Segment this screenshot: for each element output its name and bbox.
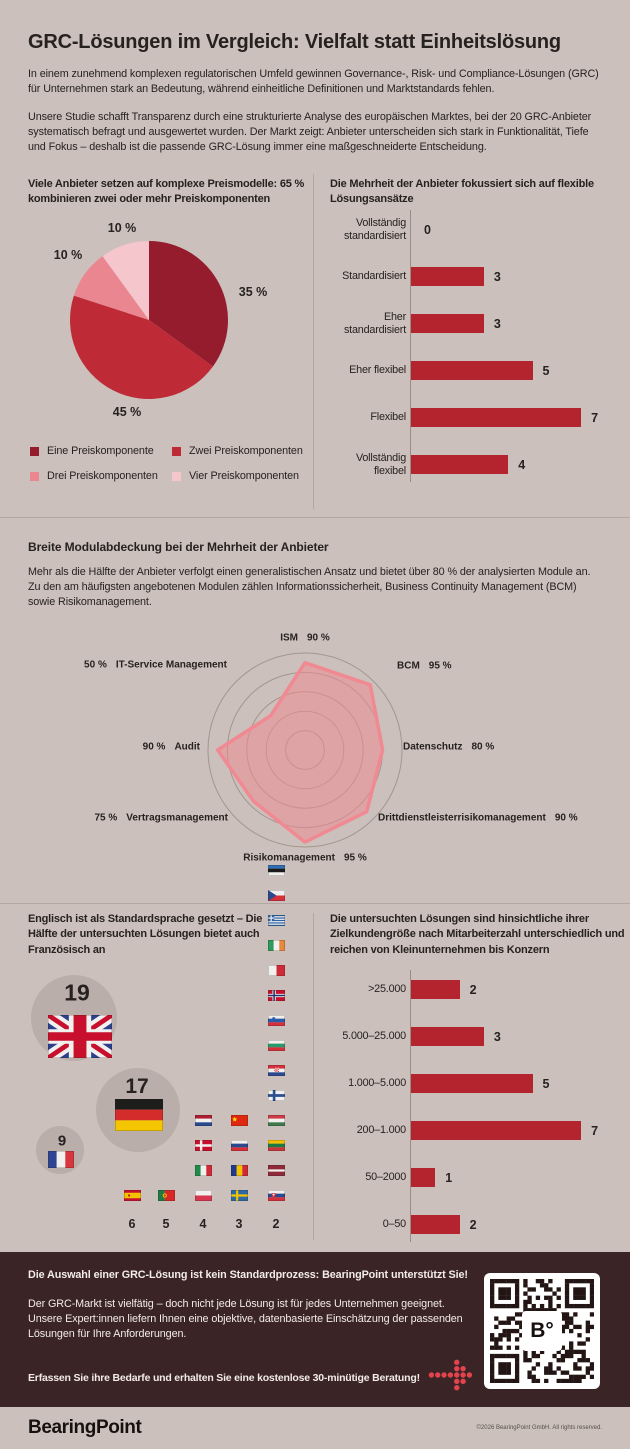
dotted-arrow-svg [428,1356,476,1394]
radar-category-label: Drittdienstleisterrisikomanagement [378,812,546,824]
bar-value: 1 [445,1170,453,1185]
legend-swatch [172,447,181,456]
languages-chart [0,903,313,1252]
flag-column-3 [231,1113,248,1206]
horizontal-divider [0,517,630,518]
language-flag-holder [48,1151,74,1173]
bar-row [330,1201,630,1248]
pie-slice-label: 35 % [238,285,268,299]
flag-holder [268,1163,285,1181]
radar-axis-label [143,742,200,753]
radar-value-label: 95 % [428,660,452,672]
legend-swatch [30,447,39,456]
flag-holder [268,1113,285,1131]
flexibility-title: Die Mehrheit der Anbieter fokussiert sich auf flexible Lösungsansätze [330,178,594,206]
flag-pl-icon [195,1190,212,1201]
flag-cz-icon [268,890,285,901]
cta-banner [0,1252,630,1407]
radar-axis-label [280,633,330,644]
radar-value-label: 50 % [84,659,107,671]
flag-dk-icon [195,1140,212,1151]
bar-label: 50–2000 [365,1171,406,1184]
bar-row [330,347,630,394]
copyright-text: ©2026 BearingPoint GmbH. All rights reserved. [476,1425,602,1431]
flag-si-icon [268,1015,285,1026]
flag-se-icon [231,1190,248,1201]
flag-holder [268,913,285,931]
flag-es-icon [124,1190,141,1201]
flag-ru-icon [231,1140,248,1151]
bar-row [330,206,630,253]
bar [411,1121,581,1140]
language-count: 9 [57,1132,67,1150]
bar-row [330,394,630,441]
flag-holder [195,1163,212,1181]
intro-paragraph-2: Unsere Studie schafft Transparenz durch eine strukturierte Analyse des europäischen Marktes, bei der 20 GRC-Anbieter systematisch befragt und ausgewertet wurden. Der Markt zeigt: Anbieter unterscheiden sich stark in Funktionalität, Tiefe und Fokus – deshalb ist die passende GRC-Lösung immer eine maßgeschneiderte Entscheidung. [28,110,592,153]
bar [411,1074,533,1093]
radar-value-label: 90 % [554,812,578,824]
pricing-title: Viele Anbieter setzen auf komplexe Preismodelle: 65 % kombinieren zwei oder mehr Preiskomponenten [28,178,305,206]
modules-heading: Breite Modulabdeckung bei der Mehrheit der Anbieter [28,540,329,554]
bar-label: 200–1.000 [356,1124,406,1137]
radar-category-label: Risikomanagement [243,852,335,864]
pricing-pie-chart [0,215,313,440]
bar [411,1027,484,1046]
bar [411,267,484,286]
modules-paragraph: Mehr als die Hälfte der Anbieter verfolgt einen generalistischen Ansatz und bietet über 80 % der analysierten Module an. Zu den am häufigsten angebotenen Modulen zählen Informationssicherheit, Business Continuity Management (BCM) sowie Risikomanagement. [28,566,591,609]
languages-section [0,903,313,1252]
flag-cn-icon [231,1115,248,1126]
bar [411,408,581,427]
module-radar-chart [0,625,630,897]
legend-label: Eine Preiskomponente [47,445,154,457]
flag-it-icon [195,1165,212,1176]
flag-holder [268,938,285,956]
flag-no-icon [268,990,285,1001]
radar-value-label: 80 % [471,741,495,753]
flag-ee-icon [268,865,285,876]
flag-count-label: 5 [162,1217,170,1231]
bar-label: Vollständig standardisiert [343,217,406,242]
flag-de-icon [115,1099,163,1131]
header-section [28,31,604,154]
bar-value: 0 [424,222,431,237]
legend-item [172,445,303,457]
bar-value: 4 [518,457,526,472]
radar-category-label: Audit [174,741,200,753]
radar-value-label: 90 % [142,741,166,753]
bar-value: 2 [469,982,477,997]
bar-value: 7 [591,1123,599,1138]
modules-section [28,540,604,610]
radar-value-label: 95 % [343,852,367,864]
flag-bg-icon [268,1040,285,1051]
bar-label: Eher standardisiert [343,311,406,336]
bar [411,361,533,380]
company-size-bar-chart [330,966,630,1248]
legend-swatch [30,472,39,481]
pie-slice-label: 10 % [53,248,83,262]
bar-row [330,1154,630,1201]
legend-item [30,445,172,457]
languages-title: Englisch ist als Standardsprache gesetzt – Die Hälfte der untersuchten Lösungen bietet auch Französisch an [28,913,263,956]
bar-chart-axis [410,970,411,1242]
flag-lv-icon [268,1165,285,1176]
bar-value: 5 [542,363,550,378]
cta-headline: Die Auswahl einer GRC-Lösung ist kein Standardprozess: BearingPoint unterstützt Sie! [28,1269,468,1281]
flag-holder [268,1188,285,1206]
flag-holder [231,1163,248,1181]
bar-label: 0–50 [382,1218,406,1231]
flag-mt-icon [268,965,285,976]
bar-label: Vollständig flexibel [355,452,406,477]
cta-action-row [28,1356,480,1399]
flag-gr-icon [268,915,285,926]
bar-chart-axis [410,210,411,482]
bearingpoint-logo: BearingPoint [28,1417,142,1438]
radar-category-label: Vertragsmanagement [126,812,228,824]
bar-label: 1.000–5.000 [348,1077,406,1090]
flag-gb-icon [48,1015,112,1058]
flag-holder [231,1188,248,1206]
radar-category-label: IT-Service Management [115,659,227,671]
cta-action-text: Erfassen Sie ihre Bedarfe und erhalten Sie eine kostenlose 30-minütige Beratung! [28,1371,420,1384]
bar-row [330,1107,630,1154]
pie-slice-label: 10 % [107,221,137,235]
legend-label: Drei Preiskomponenten [47,470,158,482]
qr-code [484,1273,600,1389]
flexibility-bar-chart [330,206,630,488]
bar-row [330,966,630,1013]
flag-holder [268,1138,285,1156]
flag-holder [195,1138,212,1156]
flag-column-6 [124,1188,141,1206]
radar-category-label: BCM [397,660,420,672]
language-count: 19 [64,979,90,1006]
page-title: GRC-Lösungen im Vergleich: Vielfalt statt Einheitslösung [28,31,561,53]
flag-pt-icon [158,1190,175,1201]
flag-column-2 [268,863,285,1206]
bar-value: 3 [493,269,501,284]
flag-count-label: 3 [235,1217,243,1231]
bar-value: 7 [591,410,599,425]
bar-row [330,300,630,347]
radar-axis-label [403,742,494,753]
flag-nl-icon [195,1115,212,1126]
pie-slice-label: 45 % [112,405,142,419]
flag-count-label: 2 [272,1217,280,1231]
bar-label: 5.000–25.000 [342,1030,406,1043]
flag-count-label: 4 [199,1217,207,1231]
qr-center-logo: B° [522,1311,562,1351]
bar [411,314,484,333]
bar-label: Eher flexibel [349,364,406,377]
radar-axis-label [378,813,578,824]
flag-holder [268,988,285,1006]
bar-label: Flexibel [370,411,406,424]
flag-column-5 [158,1188,175,1206]
flag-column-4 [195,1113,212,1206]
flag-holder [231,1138,248,1156]
legend-item [30,470,172,482]
flag-count-label: 6 [128,1217,136,1231]
pricing-flexibility-row [0,168,630,517]
flag-holder [268,1013,285,1031]
language-count: 17 [125,1075,149,1098]
dotted-arrow-icon [428,1356,476,1399]
flexibility-section [314,168,630,517]
radar-axis-label [397,661,452,672]
bar-value: 3 [493,316,501,331]
radar-axis-label [84,660,227,671]
company-size-title: Die untersuchten Lösungen sind hinsichtliche ihrer Zielkundengröße nach Mitarbeiterzahl unterschiedlich und reichen von Kleinunternehmen bis Konzern [330,913,625,956]
intro-paragraph-1: In einem zunehmend komplexen regulatorischen Umfeld gewinnen Governance-, Risk- und Compliance-Lösungen (GRC) für Unternehmen stark an Bedeutung, während einheitliche Definitionen und Marktstandards fehlen. [28,68,599,95]
bar-row [330,1013,630,1060]
pricing-section [0,168,313,517]
bar-label: >25.000 [368,983,406,996]
flag-holder [268,1038,285,1056]
pie-legend [30,445,303,482]
radar-category-label: Datenschutz [403,741,463,753]
legend-label: Zwei Preiskomponenten [189,445,303,457]
flag-lt-icon [268,1140,285,1151]
language-flag-holder [48,1015,112,1063]
flag-holder [268,863,285,881]
flag-ie-icon [268,940,285,951]
flag-fi-icon [268,1090,285,1101]
bar-label: Standardisiert [342,270,406,283]
bar-value: 5 [542,1076,550,1091]
legend-swatch [172,472,181,481]
flag-holder [158,1188,175,1206]
radar-category-label: ISM [280,632,298,644]
flag-holder [268,963,285,981]
radar-polygon [218,663,383,842]
flag-holder [268,888,285,906]
legend-item [172,470,303,482]
bar-row [330,441,630,488]
bar-value: 3 [493,1029,501,1044]
legend-label: Vier Preiskomponenten [189,470,299,482]
bar [411,980,460,999]
flag-hr-icon [268,1065,285,1076]
bar-row [330,253,630,300]
flag-sk-icon [268,1190,285,1201]
bar [411,455,508,474]
languages-size-row [0,903,630,1252]
bar-value: 2 [469,1217,477,1232]
radar-value-label: 75 % [94,812,118,824]
flag-holder [231,1113,248,1131]
radar-value-label: 90 % [306,632,330,644]
flag-holder [195,1113,212,1131]
bar [411,1215,460,1234]
flag-holder [268,1088,285,1106]
company-size-section [314,903,630,1252]
bar [411,1168,435,1187]
cta-paragraph: Der GRC-Markt ist vielfätig – doch nicht jede Lösung ist für jedes Unternehmen geeignet. Unsere Expert:innen liefern Ihnen eine objektive, datenbasierte Einschätzung der passenden Lösungen für Ihre Anforderungen. [28,1298,463,1341]
flag-holder [124,1188,141,1206]
flag-holder [268,1063,285,1081]
flag-holder [195,1188,212,1206]
flag-hu-icon [268,1115,285,1126]
brand-bar [0,1407,630,1449]
flag-fr-icon [48,1151,74,1168]
radar-axis-label [94,813,228,824]
flag-ro-icon [231,1165,248,1176]
radar-axis-label [243,853,367,864]
bar-row [330,1060,630,1107]
language-flag-holder [115,1099,163,1136]
